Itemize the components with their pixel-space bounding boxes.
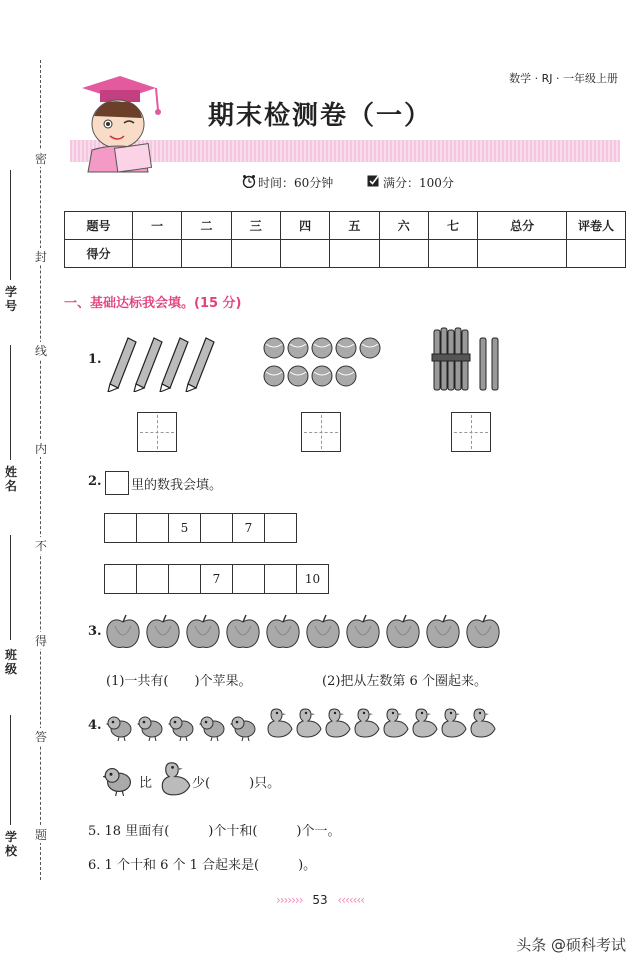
apple-icon[interactable]: [265, 614, 301, 650]
question-number: 3.: [88, 624, 102, 639]
table-cell: 二: [182, 212, 231, 240]
volleyballs-icon: [262, 336, 388, 388]
seal-char: 密: [34, 152, 47, 166]
duck-icon: [160, 760, 192, 800]
question-number: 4.: [88, 718, 102, 733]
number-row: [105, 564, 329, 594]
field-line: [10, 345, 11, 460]
question-number: 2.: [88, 474, 102, 489]
number-cell[interactable]: [200, 513, 233, 543]
score-input-cell[interactable]: [428, 240, 477, 268]
number-cell[interactable]: [136, 564, 169, 594]
score-input-cell[interactable]: [133, 240, 182, 268]
apple-icon[interactable]: [305, 614, 341, 650]
apple-icon[interactable]: [225, 614, 261, 650]
number-cell: 7: [200, 564, 233, 594]
field-student-id: 学号: [4, 285, 17, 313]
number-cell[interactable]: [136, 513, 169, 543]
clock-icon: [242, 174, 256, 188]
table-cell: 得分: [65, 240, 133, 268]
seal-char: 题: [34, 828, 47, 842]
arrow-decoration: ‹‹‹‹‹‹‹: [337, 893, 365, 907]
question-text: (1)一共有( )个苹果。: [106, 674, 252, 689]
answer-box[interactable]: [137, 412, 177, 452]
table-row: [65, 212, 626, 240]
question-number: 1.: [88, 352, 102, 367]
duck-icon: [469, 706, 497, 746]
field-class: 班级: [4, 648, 17, 676]
number-cell[interactable]: [264, 513, 297, 543]
page-title: 期末检测卷（一）: [207, 101, 432, 131]
subject-tag: 数学 · RJ · 一年级上册: [509, 72, 618, 85]
watermark: 头条 @硕科考试: [516, 936, 626, 954]
question-text: 比: [139, 776, 153, 791]
table-cell: 五: [330, 212, 379, 240]
duck-icon: [295, 706, 323, 746]
apple-icon[interactable]: [145, 614, 181, 650]
field-line: [10, 535, 11, 640]
apple-icon[interactable]: [345, 614, 381, 650]
answer-box[interactable]: [451, 412, 491, 452]
arrow-decoration: ›››››››: [275, 893, 303, 907]
score-input-cell[interactable]: [330, 240, 379, 268]
table-cell: 四: [280, 212, 329, 240]
checkbox-icon: [367, 174, 380, 187]
seal-char: 内: [34, 442, 47, 456]
score-input-cell[interactable]: [231, 240, 280, 268]
question-text: 少( )只。: [192, 776, 281, 791]
page-number: [0, 893, 640, 907]
field-school: 学校: [4, 830, 17, 858]
score-input-cell[interactable]: [182, 240, 231, 268]
seal-char: 封: [34, 250, 47, 264]
score-table: [64, 211, 626, 268]
table-cell: 三: [231, 212, 280, 240]
apple-icon[interactable]: [385, 614, 421, 650]
duck-icon: [324, 706, 352, 746]
apple-icon[interactable]: [185, 614, 221, 650]
apple-icon[interactable]: [465, 614, 501, 650]
number-cell: 10: [296, 564, 329, 594]
question-text: (2)把从左数第 6 个圈起来。: [322, 674, 487, 689]
seal-char: 线: [34, 344, 47, 358]
seal-char: 不: [34, 539, 47, 553]
cut-line: [40, 60, 41, 880]
duck-icon: [353, 706, 381, 746]
duck-icon: [266, 706, 294, 746]
chick-icon: [106, 712, 134, 746]
page-number-value: 53: [312, 893, 328, 907]
field-line: [10, 715, 11, 825]
number-cell[interactable]: [104, 513, 137, 543]
apple-icon[interactable]: [425, 614, 461, 650]
field-line: [10, 170, 11, 280]
table-cell: 总分: [478, 212, 567, 240]
number-cell[interactable]: [232, 564, 265, 594]
section-title: 一、基础达标我会填。(15 分): [64, 296, 242, 311]
question-text: 里的数我会填。: [131, 478, 223, 493]
table-cell: 评卷人: [567, 212, 626, 240]
chick-icon: [137, 712, 165, 746]
table-cell: 一: [133, 212, 182, 240]
duck-icon: [440, 706, 468, 746]
chick-icon: [199, 712, 227, 746]
number-cell: 7: [232, 513, 265, 543]
number-row: [105, 513, 297, 543]
number-cell[interactable]: [168, 564, 201, 594]
stick-bundle-icon: [428, 326, 504, 396]
duck-icon: [411, 706, 439, 746]
full-score: 满分：100分: [383, 176, 454, 190]
table-row: [65, 240, 626, 268]
answer-box[interactable]: [301, 412, 341, 452]
duck-icon: [382, 706, 410, 746]
number-cell[interactable]: [104, 564, 137, 594]
seal-char: 答: [34, 730, 47, 744]
time-limit: 时间：60分钟: [258, 176, 334, 190]
score-input-cell[interactable]: [280, 240, 329, 268]
pencils-icon: [104, 332, 216, 392]
apple-icon[interactable]: [105, 614, 141, 650]
score-input-cell[interactable]: [478, 240, 567, 268]
table-cell: 六: [379, 212, 428, 240]
score-input-cell[interactable]: [379, 240, 428, 268]
seal-char: 得: [34, 634, 47, 648]
number-cell: 5: [168, 513, 201, 543]
table-cell: 七: [428, 212, 477, 240]
chick-icon: [103, 764, 135, 796]
question-text: 5. 18 里面有( )个十和( )个一。: [88, 824, 341, 839]
small-square-icon: [105, 471, 129, 495]
chick-icon: [168, 712, 196, 746]
score-input-cell[interactable]: [567, 240, 626, 268]
chick-icon: [230, 712, 258, 746]
question-text: 6. 1 个十和 6 个 1 合起来是( )。: [88, 858, 317, 873]
field-name: 姓名: [4, 465, 17, 493]
number-cell[interactable]: [264, 564, 297, 594]
table-cell: 题号: [65, 212, 133, 240]
